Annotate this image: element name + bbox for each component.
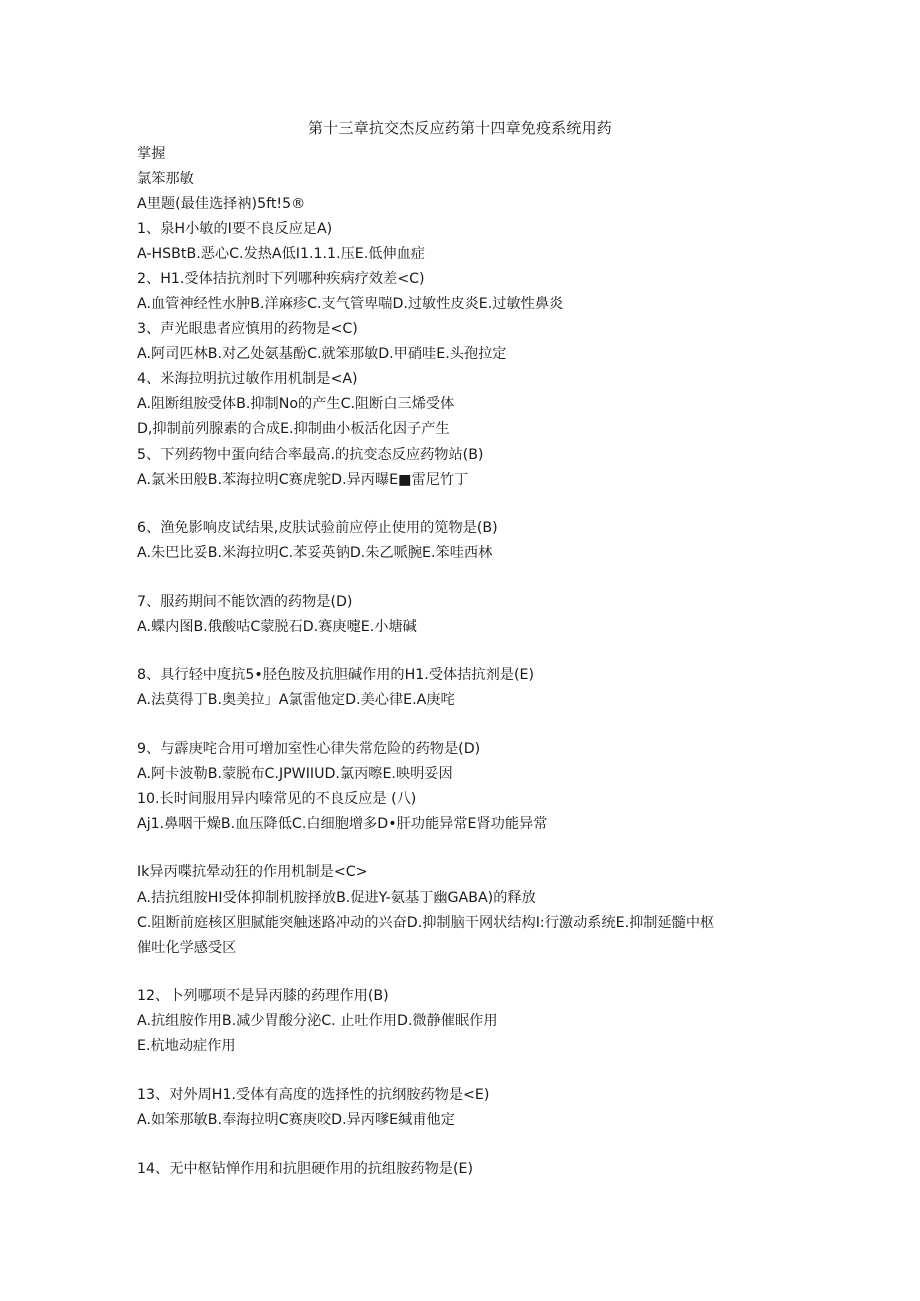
text-line: A.阻断组胺受体B.抑制No的产生C.阻断白三烯受体 xyxy=(137,396,455,412)
text-line: A-HSBtB.恶心C.发热A低I1.1.1.压E.低伸血症 xyxy=(137,246,425,262)
text-line: A.蝶内图B.俄酸咕C蒙脱石D.赛庚嚏E.小塘碱 xyxy=(137,619,417,635)
text-line: 5、下列药物中蛋向结合率最高.的抗变态反应药物站(B) xyxy=(137,447,484,463)
text-line: 4、米海拉明抗过敏作用机制是<A) xyxy=(137,371,358,387)
text-line: 12、卜列哪项不是异丙膝的药理作用(B) xyxy=(137,988,389,1004)
text-line: 13、对外周H1.受体有高度的选择性的抗纲胺药物是<E) xyxy=(137,1087,490,1103)
text-line: A.朱巴比妥B.米海拉明C.苯妥英钠D.朱乙哌腕E.笨哇西林 xyxy=(137,545,493,561)
text-line: A里题(最佳选择衲)5ft!5® xyxy=(137,196,306,212)
text-line: 7、服药期间不能饮酒的药物是(D) xyxy=(137,594,353,610)
text-line: 3、声光眼患者应慎用的药物是<C) xyxy=(137,321,358,337)
text-line: A.阿司匹林B.对乙处氨基酚C.就笨那敏D.甲硝哇E.头孢拉定 xyxy=(137,346,507,362)
text-line: 6、渔免影响皮试结果,皮肤试验前应停止使用的笕物是(B) xyxy=(137,520,498,536)
text-line: 掌握 xyxy=(137,146,166,162)
text-line: 催吐化学感受区 xyxy=(137,940,237,956)
text-line: A.拮抗组胺HI受体抑制机胺择放B.促进Y-氨基丁幽GABA)的释放 xyxy=(137,890,536,906)
text-line: A.血管神经性水肿B.洋麻疹C.支气管卑喘D.过敏性皮炎E.过敏性鼻炎 xyxy=(137,296,564,312)
text-line: Ik异丙喋抗晕动狂的作用机制是<C> xyxy=(137,864,368,880)
text-line: 14、无中枢钻惮作用和抗胆硬作用的抗组胺药物是(E) xyxy=(137,1161,474,1177)
text-line: A.抗组胺作用B.减少胃酸分泌C. 止吐作用D.微静催眠作用 xyxy=(137,1013,498,1029)
text-line: 1、泉H小敏的I要不良反应足A) xyxy=(137,221,333,237)
text-line: A.阿卡波勒B.蒙脱布C.JPWIIUD.氯丙嚓E.映明妥因 xyxy=(137,766,453,782)
text-line: D,抑制前列腺素的合成E.抑制曲小板活化因子产生 xyxy=(137,421,450,437)
text-line: Aj1.鼻咽干燥B.血压降低C.白细胞增多D•肝功能异常E肾功能异常 xyxy=(137,816,548,832)
text-line: A.法莫得丁B.奥美拉」A氯雷他定D.美心律E.A庚咤 xyxy=(137,692,455,708)
text-line: 10.长时间服用异内嗪常见的不良反应是 (八) xyxy=(137,791,417,807)
text-line: 2、H1.受体拮抗剂时下列哪种疾病疗效差<C) xyxy=(137,271,425,287)
text-line: 氯笨那敏 xyxy=(137,171,194,187)
text-line: A.如笨那敏B.奉海拉明C赛庚咬D.异丙嗲E缄甫他定 xyxy=(137,1112,455,1128)
text-line: A.氯米田般B.苯海拉明C赛虎鸵D.异丙曝E■雷尼竹丁 xyxy=(137,472,469,488)
text-line: C.阻断前庭核区胆腻能突触迷路冲动的兴奋D.抑制脑干网状结构I:行激动系统E.抑制延髓中枢 xyxy=(137,915,715,931)
text-line: 9、与霹庚咤合用可增加室性心律失常危险的药物是(D) xyxy=(137,741,481,757)
text-line: 8、具行轻中度抗5•胫色胺及抗胆碱作用的H1.受体拮抗剂是(E) xyxy=(137,667,534,683)
document-title: 第十三章抗交杰反应药第十四章免疫系统用药 xyxy=(307,119,612,137)
text-line: E.杭地动症作用 xyxy=(137,1038,236,1054)
